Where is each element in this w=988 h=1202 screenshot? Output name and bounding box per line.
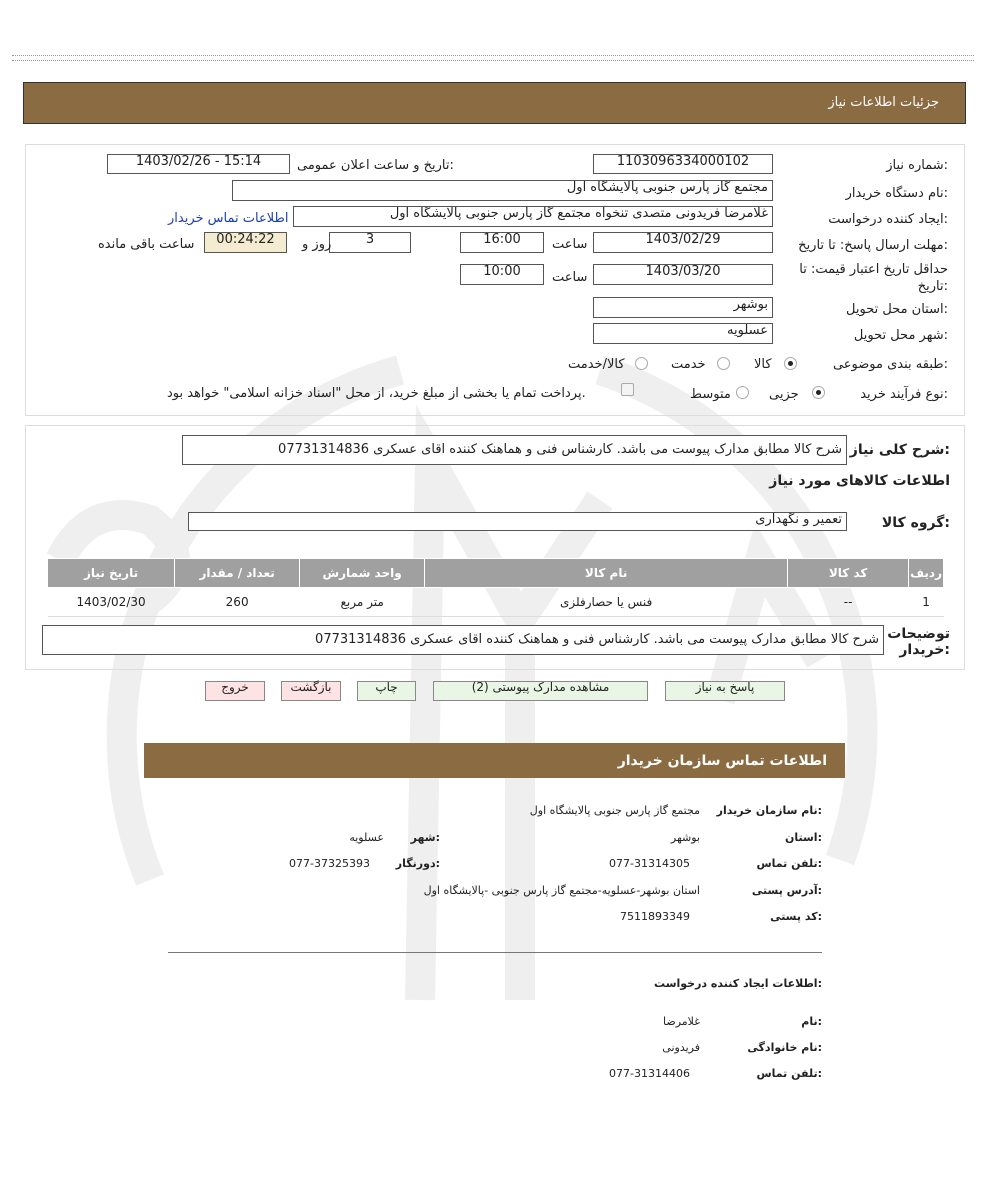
- creator-info-title: اطلاعات ایجاد کننده درخواست:: [654, 977, 822, 990]
- deadline-label: مهلت ارسال پاسخ: تا تاریخ:: [798, 238, 948, 253]
- col-code: کد کالا: [788, 559, 909, 588]
- category-label: طبقه بندی موضوعی:: [832, 357, 948, 372]
- col-name: نام کالا: [425, 559, 788, 588]
- goods-table: [47, 558, 944, 617]
- summary-label: شرح کلی نیاز:: [849, 442, 950, 458]
- validity-time-field: 10:00: [460, 264, 544, 285]
- goods-table-header: [48, 559, 944, 588]
- attachments-button[interactable]: مشاهده مدارک پیوستی (2): [433, 681, 648, 701]
- need-number-label: شماره نیاز:: [886, 158, 948, 173]
- deadline-date-field: 1403/02/29: [593, 232, 773, 253]
- goods-title: اطلاعات کالاهای مورد نیاز: [769, 473, 950, 489]
- treasury-payment-checkbox[interactable]: [621, 383, 634, 396]
- process-partial-label: جزیی: [769, 387, 799, 402]
- creator-name-value: غلامرضا: [663, 1015, 700, 1028]
- contact-phone-value: 077-31314305: [609, 857, 690, 870]
- contact-org-value: مجتمع گاز پارس جنوبی پالایشگاه اول: [529, 804, 700, 817]
- need-number-field: 1103096334000102: [593, 154, 773, 174]
- cell-row: 1: [909, 588, 944, 617]
- contact-org-label: نام سازمان خریدار:: [716, 804, 822, 817]
- category-goods-label: کالا: [754, 357, 772, 372]
- col-unit: واحد شمارش: [300, 559, 425, 588]
- col-date: تاریخ نیاز: [48, 559, 175, 588]
- deadline-time-label: ساعت: [552, 237, 588, 252]
- creator-phone-value: 077-31314406: [609, 1067, 690, 1080]
- province-field: بوشهر: [593, 297, 773, 318]
- buyer-notes-field: شرح کالا مطابق مدارک پیوست می باشد. کارشناس فنی و هماهنک کننده اقای عسکری 07731314836: [42, 625, 884, 655]
- top-separator: [12, 55, 974, 61]
- contact-postal-label: کد پستی:: [770, 910, 822, 923]
- remaining-label: ساعت باقی مانده: [98, 237, 195, 252]
- contact-postal-value: 7511893349: [620, 910, 690, 923]
- exit-button[interactable]: خروج: [205, 681, 265, 701]
- contact-city-value: عسلویه: [349, 831, 384, 844]
- contact-city-label: شهر:: [410, 831, 440, 844]
- announce-field: 1403/02/26 - 15:14: [107, 154, 290, 174]
- remaining-time-field: 00:24:22: [204, 232, 287, 253]
- treasury-payment-note: پرداخت تمام یا بخشی از مبلغ خرید، از محل "اسناد خزانه اسلامی" خواهد بود.: [167, 386, 586, 401]
- buyer-org-label: نام دستگاه خریدار:: [845, 186, 948, 201]
- validity-time-label: ساعت: [552, 270, 588, 285]
- contact-province-label: استان:: [784, 831, 822, 844]
- page-header: [23, 82, 966, 124]
- print-button[interactable]: چاپ: [357, 681, 416, 701]
- buyer-contact-link[interactable]: اطلاعات تماس خریدار: [168, 211, 289, 226]
- category-both-label: کالا/خدمت: [568, 357, 625, 372]
- buyer-notes-label: توضیحات: [887, 626, 950, 642]
- process-label: نوع فرآیند خرید:: [860, 387, 948, 402]
- days-field: 3: [329, 232, 411, 253]
- days-label: روز و: [302, 237, 332, 252]
- contact-address-label: آدرس پستی:: [751, 884, 822, 897]
- category-service-label: خدمت: [671, 357, 706, 372]
- validity-date-field: 1403/03/20: [593, 264, 773, 285]
- contact-divider: [168, 952, 822, 953]
- creator-family-label: نام خانوادگی:: [747, 1041, 822, 1054]
- city-field: عسلویه: [593, 323, 773, 344]
- category-both-radio[interactable]: [635, 357, 648, 370]
- contact-phone-label: تلفن تماس:: [756, 857, 822, 870]
- contact-fax-value: 077-37325393: [289, 857, 370, 870]
- col-qty: تعداد / مقدار: [175, 559, 300, 588]
- col-row: ردیف: [909, 559, 944, 588]
- process-partial-radio[interactable]: [812, 386, 825, 399]
- back-button[interactable]: بازگشت: [281, 681, 341, 701]
- creator-field: غلامرضا فریدونی متصدی تنخواه مجتمع گاز پارس جنوبی پالایشگاه اول: [293, 206, 773, 227]
- contact-address-value: استان بوشهر-عسلویه-مجتمع گاز پارس جنوبی -پالایشگاه اول: [423, 884, 700, 897]
- announce-label: تاریخ و ساعت اعلان عمومی:: [297, 158, 454, 173]
- cell-unit: متر مربع: [300, 588, 425, 617]
- contact-section-header: [144, 743, 845, 778]
- summary-field: شرح کالا مطابق مدارک پیوست می باشد. کارشناس فنی و هماهنک کننده اقای عسکری 07731314836: [182, 435, 847, 465]
- province-label: استان محل تحویل:: [846, 302, 948, 317]
- validity-label-2: تاریخ:: [917, 279, 948, 294]
- validity-label: حداقل تاریخ اعتبار قیمت: تا: [799, 262, 948, 277]
- contact-province-value: بوشهر: [670, 831, 700, 844]
- creator-family-value: فریدونی: [662, 1041, 700, 1054]
- group-field: تعمیر و نگهداری: [188, 512, 847, 531]
- process-medium-label: متوسط: [690, 387, 731, 402]
- category-goods-radio[interactable]: [784, 357, 797, 370]
- cell-code: --: [788, 588, 909, 617]
- contact-fax-label: دورنگار:: [395, 857, 440, 870]
- creator-name-label: نام:: [801, 1015, 822, 1028]
- buyer-notes-label-2: خریدار:: [899, 642, 950, 658]
- creator-label: ایجاد کننده درخواست:: [828, 212, 948, 227]
- table-row: [48, 588, 944, 617]
- buyer-org-field: مجتمع گاز پارس جنوبی پالایشگاه اول: [232, 180, 773, 201]
- deadline-time-field: 16:00: [460, 232, 544, 253]
- cell-qty: 260: [175, 588, 300, 617]
- page-title: جزئیات اطلاعات نیاز: [828, 95, 939, 110]
- creator-phone-label: تلفن تماس:: [756, 1067, 822, 1080]
- city-label: شهر محل تحویل:: [853, 328, 948, 343]
- cell-name: فنس یا حصارفلزی: [425, 588, 788, 617]
- contact-section-title: اطلاعات تماس سازمان خریدار: [617, 753, 827, 769]
- category-service-radio[interactable]: [717, 357, 730, 370]
- process-medium-radio[interactable]: [736, 386, 749, 399]
- group-label: گروه کالا:: [881, 515, 950, 531]
- cell-date: 1403/02/30: [48, 588, 175, 617]
- reply-button[interactable]: پاسخ به نیاز: [665, 681, 785, 701]
